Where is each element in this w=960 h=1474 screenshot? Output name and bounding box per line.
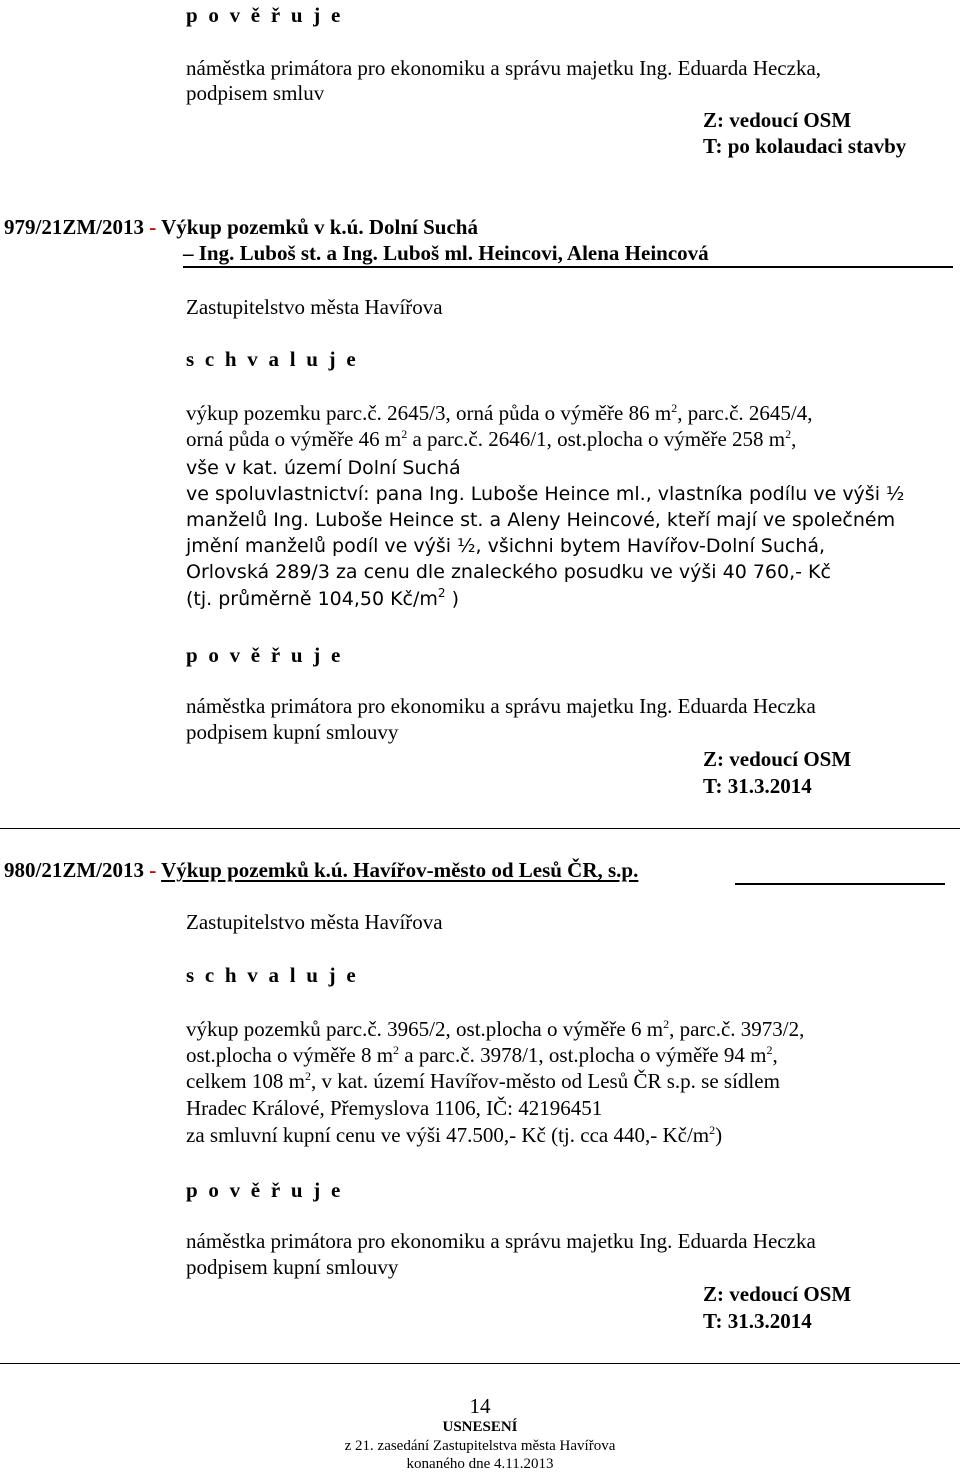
schvaluje-heading: s c h v a l u j e [186, 347, 359, 371]
poveruje-heading: p o v ě ř u j e [186, 3, 344, 27]
schvaluje-heading: s c h v a l u j e [186, 963, 359, 987]
body-line: ost.plocha o výměře 8 $m^2$ a parc.č. 3978/1, ost.plocha o výměře 94 $m^2$, [186, 1043, 778, 1067]
deadline-label: T: po kolaudaci stavby [703, 134, 907, 158]
resolution-number: 980/21ZM/2013 [4, 858, 144, 882]
page-number: 14 [469, 1394, 491, 1418]
body-line: Hradec Králové, Přemyslova 1106, IČ: 42196451 [186, 1096, 603, 1120]
delegation-text: náměstka primátora pro ekonomiku a správu majetku Ing. Eduarda Heczka [186, 694, 816, 718]
body-line: Orlovská 289/3 za cenu dle znaleckého posudku ve výši 40 760,- Kč [186, 561, 831, 583]
body-line: výkup pozemků parc.č. 3965/2, ost.plocha o výměře 6 $m^2$, parc.č. 3973/2, [186, 1017, 805, 1041]
deadline-label: T: 31.3.2014 [703, 774, 812, 798]
separator: - [144, 215, 162, 239]
section-divider [0, 828, 960, 829]
delegation-text: náměstka primátora pro ekonomiku a správu majetku Ing. Eduarda Heczka [186, 1229, 816, 1253]
body-line: vše v kat. území Dolní Suchá [186, 457, 461, 479]
delegation-text-2: podpisem smluv [186, 81, 325, 105]
title-underline [183, 266, 953, 268]
title-underline [735, 883, 945, 885]
footer-line: z 21. zasedání Zastupitelstva města Havířova [344, 1438, 616, 1454]
resolution-title: Výkup pozemků v k.ú. Dolní Suchá [161, 215, 478, 239]
delegation-text-2: podpisem kupní smlouvy [186, 1255, 399, 1279]
separator: - [144, 858, 162, 882]
footer-date: konaného dne 4.11.2013 [406, 1456, 554, 1472]
body-line: výkup pozemku parc.č. 2645/3, orná půda o výměře 86 $m^2$, parc.č. 2645/4, [186, 401, 813, 425]
body-line: ve spoluvlastnictví: pana Ing. Luboše Heince ml., vlastníka podílu ve výši ½ [186, 483, 905, 505]
resolution-979-heading [4, 217, 478, 238]
poveruje-heading: p o v ě ř u j e [186, 643, 344, 667]
responsible-label: Z: vedoucí OSM [703, 1282, 852, 1306]
resolution-title-2: – Ing. Luboš st. a Ing. Luboš ml. Heincovi, Alena Heincová [183, 241, 709, 265]
delegation-text-2: podpisem kupní smlouvy [186, 720, 399, 744]
delegation-text: náměstka primátora pro ekonomiku a správu majetku Ing. Eduarda Heczka, [186, 56, 822, 80]
resolution-title: Výkup pozemků k.ú. Havířov-město od Lesů ČR, s.p. [161, 858, 639, 882]
council-label: Zastupitelstvo města Havířova [186, 295, 443, 319]
body-line: orná půda o výměře 46 $m^2$ a parc.č. 2646/1, ost.plocha o výměře 258 $m^2$, [186, 427, 797, 451]
responsible-label: Z: vedoucí OSM [703, 747, 852, 771]
footer-divider [0, 1363, 960, 1364]
body-line: za smluvní kupní cenu ve výši 47.500,- Kč (tj. cca 440,- $Kč/m^2$) [186, 1123, 723, 1147]
body-line: (tj. průměrně 104,50 $Kč/m^2$ ) [186, 586, 460, 610]
footer-title: USNESENÍ [442, 1419, 518, 1435]
body-line: manželů Ing. Luboše Heince st. a Aleny Heincové, kteří mají ve společném [186, 509, 896, 531]
council-label: Zastupitelstvo města Havířova [186, 910, 443, 934]
resolution-number: 979/21ZM/2013 [4, 215, 144, 239]
poveruje-heading: p o v ě ř u j e [186, 1178, 344, 1202]
deadline-label: T: 31.3.2014 [703, 1309, 812, 1333]
body-line: jmění manželů podíl ve výši ½, všichni bytem Havířov-Dolní Suchá, [186, 535, 826, 557]
responsible-label: Z: vedoucí OSM [703, 108, 852, 132]
body-line: celkem 108 $m^2$, v kat. území Havířov-město od Lesů ČR s.p. se sídlem [186, 1069, 780, 1093]
resolution-980-heading [4, 860, 638, 881]
